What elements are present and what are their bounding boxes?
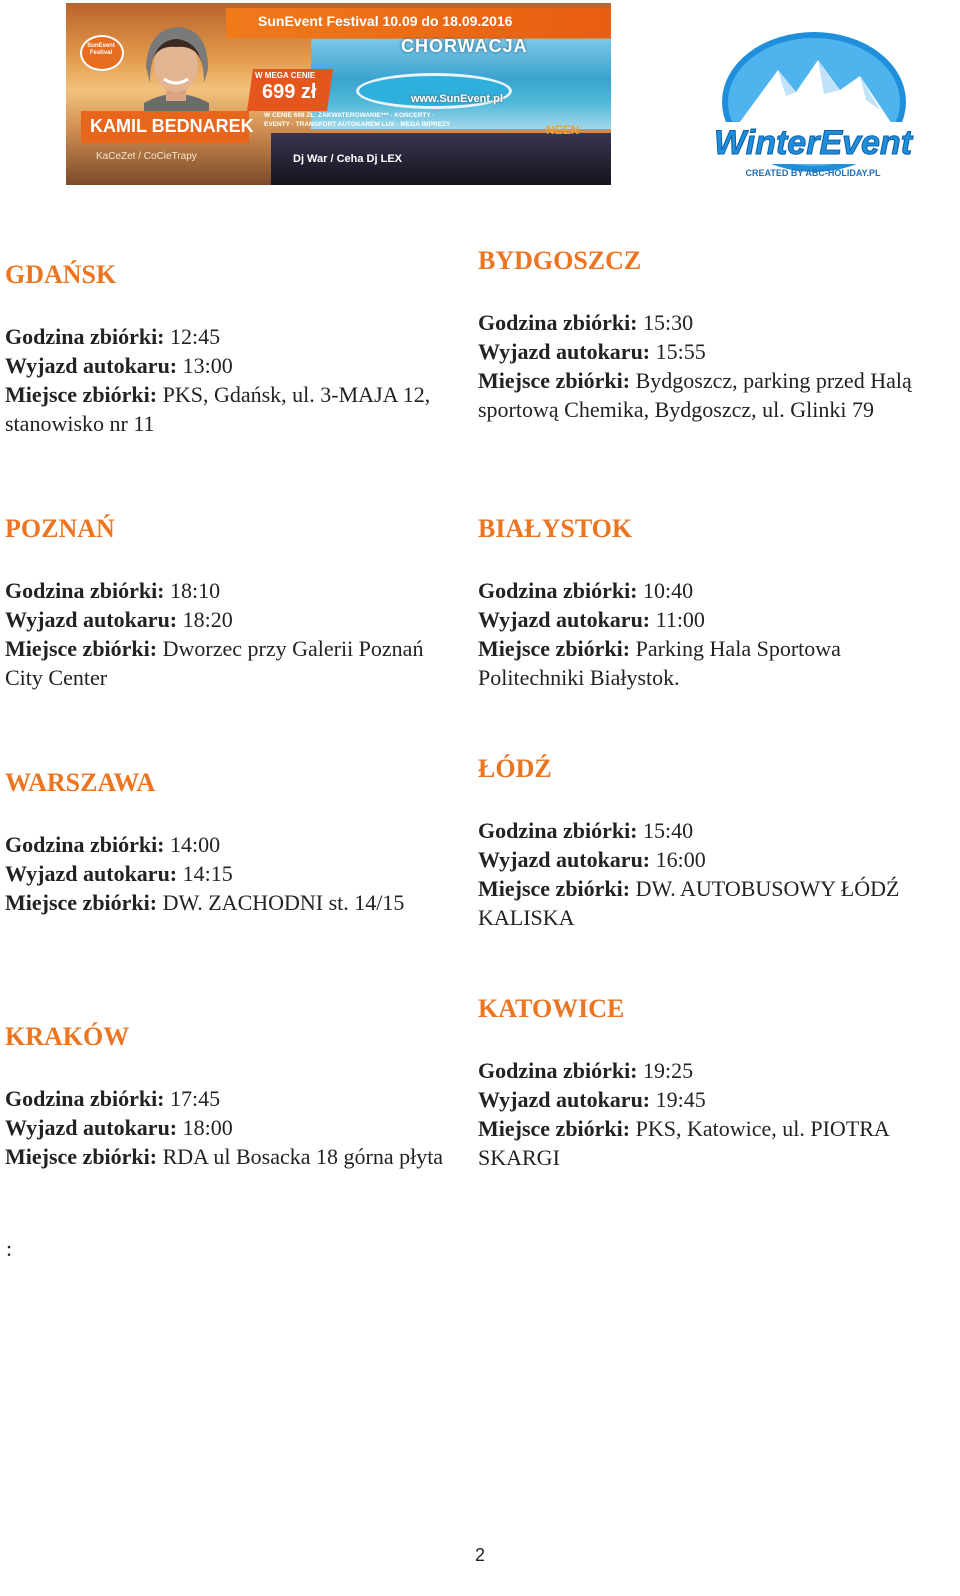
city-heading: GDAŃSK xyxy=(5,260,117,289)
city-heading: WARSZAWA xyxy=(5,768,156,797)
city-heading: KRAKÓW xyxy=(5,1022,130,1051)
gathering-time-value: 12:45 xyxy=(170,324,221,349)
departure-value: 15:55 xyxy=(655,339,706,364)
sunevent-logo-text: SunEvent Festival xyxy=(87,43,115,56)
winterevent-logo-tagline: CREATED BY ABC-HOLIDAY.PL xyxy=(745,168,881,178)
departure-value: 13:00 xyxy=(182,353,233,378)
gathering-time-label: Godzina zbiórki: xyxy=(478,310,638,335)
place-label: Miejsce zbiórki: xyxy=(478,1116,631,1141)
festival-dates: SunEvent Festival 10.09 do 18.09.2016 xyxy=(258,13,513,29)
sunevent-banner xyxy=(66,3,611,185)
departure-label: Wyjazd autokaru: xyxy=(478,339,651,364)
winterevent-logo xyxy=(690,30,936,182)
banner-url: www.SunEvent.pl xyxy=(411,93,503,105)
gathering-time-label: Godzina zbiórki: xyxy=(478,818,638,843)
price-label: W MEGA CENIE xyxy=(255,71,316,80)
location-lodz xyxy=(478,754,948,932)
city-heading: BIAŁYSTOK xyxy=(478,514,633,543)
location-bialystok xyxy=(478,514,948,692)
departure-value: 19:45 xyxy=(655,1087,706,1112)
gathering-time-label: Godzina zbiórki: xyxy=(5,578,165,603)
place-value: Bydgoszcz, parking przed Halą sportową Chemika, Bydgoszcz, ul. Glinki 79 xyxy=(478,368,912,422)
gathering-time-label: Godzina zbiórki: xyxy=(5,324,165,349)
city-heading: KATOWICE xyxy=(478,994,625,1023)
page-number: 2 xyxy=(474,1545,485,1565)
location-warszawa xyxy=(5,768,475,917)
location-katowice xyxy=(478,994,956,1172)
gathering-time-value: 15:40 xyxy=(643,818,694,843)
place-value: Dworzec przy Galerii Poznań City Center xyxy=(5,636,424,690)
place-value: DW. AUTOBUSOWY ŁÓDŹ KALISKA xyxy=(478,876,900,930)
headliner-name: KAMIL BEDNAREK xyxy=(90,116,254,136)
gathering-time-label: Godzina zbiórki: xyxy=(478,1058,638,1083)
location-gdansk xyxy=(5,260,460,438)
departure-value: 18:20 xyxy=(182,607,233,632)
gathering-time-value: 17:45 xyxy=(170,1086,221,1111)
departure-value: 18:00 xyxy=(182,1115,233,1140)
departure-label: Wyjazd autokaru: xyxy=(478,607,651,632)
location-krakow xyxy=(5,1022,465,1171)
banner-guests: KaCeZet / CoCieTrapy xyxy=(96,151,197,162)
departure-label: Wyjazd autokaru: xyxy=(478,847,651,872)
gathering-time-label: Godzina zbiórki: xyxy=(478,578,638,603)
banner-djs: Dj War / Ceha Dj LEX xyxy=(293,153,403,165)
place-value: Parking Hala Sportowa Politechniki Białystok. xyxy=(478,636,841,690)
place-value: PKS, Katowice, ul. PIOTRA SKARGI xyxy=(478,1116,889,1170)
location-bydgoszcz xyxy=(478,246,948,424)
price-value: 699 zł xyxy=(262,81,317,103)
banner-corner-tag: NEEN xyxy=(546,123,580,137)
place-label: Miejsce zbiórki: xyxy=(5,382,158,407)
gathering-time-label: Godzina zbiórki: xyxy=(5,1086,165,1111)
place-label: Miejsce zbiórki: xyxy=(478,368,631,393)
departure-label: Wyjazd autokaru: xyxy=(5,1115,178,1140)
festival-country: CHORWACJA xyxy=(401,36,528,56)
banner-fine-print: W CENIE 699 ZŁ: ZAKWATEROWANIE*** · KONCERTY · EVENTY · TRANSPORT AUTOKAREM LUX · MEGA IMPREZY xyxy=(264,112,451,128)
place-value: DW. ZACHODNI st. 14/15 xyxy=(162,890,405,915)
gathering-time-value: 19:25 xyxy=(643,1058,694,1083)
departure-value: 11:00 xyxy=(655,607,705,632)
place-label: Miejsce zbiórki: xyxy=(478,876,631,901)
winterevent-logo-name: WinterEvent xyxy=(713,124,913,162)
gathering-time-value: 18:10 xyxy=(170,578,221,603)
city-heading: BYDGOSZCZ xyxy=(478,246,642,275)
place-label: Miejsce zbiórki: xyxy=(5,890,158,915)
gathering-time-value: 15:30 xyxy=(643,310,694,335)
place-label: Miejsce zbiórki: xyxy=(5,1144,158,1169)
city-heading: ŁÓDŹ xyxy=(478,754,552,783)
city-heading: POZNAŃ xyxy=(5,514,115,543)
location-poznan xyxy=(5,514,460,692)
place-label: Miejsce zbiórki: xyxy=(478,636,631,661)
gathering-time-value: 10:40 xyxy=(643,578,694,603)
gathering-time-value: 14:00 xyxy=(170,832,221,857)
departure-label: Wyjazd autokaru: xyxy=(5,607,178,632)
stray-colon: : xyxy=(6,1236,13,1261)
departure-value: 16:00 xyxy=(655,847,706,872)
departure-value: 14:15 xyxy=(182,861,233,886)
gathering-time-label: Godzina zbiórki: xyxy=(5,832,165,857)
place-value: PKS, Gdańsk, ul. 3-MAJA 12, stanowisko nr 11 xyxy=(5,382,431,436)
departure-label: Wyjazd autokaru: xyxy=(5,353,178,378)
departure-label: Wyjazd autokaru: xyxy=(5,861,178,886)
place-value: RDA ul Bosacka 18 górna płyta xyxy=(162,1144,444,1169)
place-label: Miejsce zbiórki: xyxy=(5,636,158,661)
departure-label: Wyjazd autokaru: xyxy=(478,1087,651,1112)
